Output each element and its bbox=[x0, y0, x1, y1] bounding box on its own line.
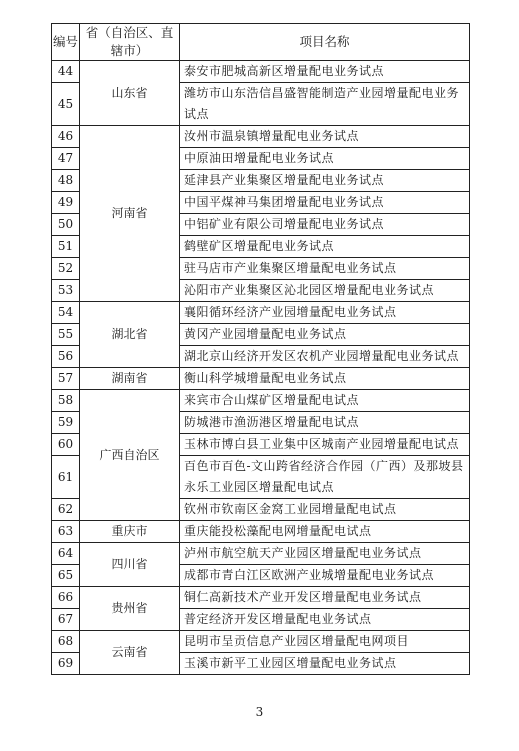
project-name-cell: 玉溪市新平工业园区增量配电业务试点 bbox=[180, 653, 470, 675]
row-number: 53 bbox=[52, 280, 80, 302]
project-name-cell: 汝州市温泉镇增量配电业务试点 bbox=[180, 126, 470, 148]
row-number: 46 bbox=[52, 126, 80, 148]
province-cell: 河南省 bbox=[80, 126, 180, 302]
row-number: 51 bbox=[52, 236, 80, 258]
project-name-cell: 成都市青白江区欧洲产业城增量配电业务试点 bbox=[180, 565, 470, 587]
province-cell: 山东省 bbox=[80, 61, 180, 126]
row-number: 45 bbox=[52, 83, 80, 126]
project-name-cell: 潍坊市山东浩信昌盛智能制造产业园增量配电业务试点 bbox=[180, 83, 470, 126]
pilot-projects-table bbox=[51, 23, 470, 675]
project-name-cell: 昆明市呈贡信息产业园区增量配电网项目 bbox=[180, 631, 470, 653]
project-name-cell: 中国平煤神马集团增量配电业务试点 bbox=[180, 192, 470, 214]
header-province: 省（自治区、直辖市） bbox=[80, 24, 180, 61]
project-name-cell: 防城港市渔沥港区增量配电试点 bbox=[180, 412, 470, 434]
project-name-cell: 百色市百色-文山跨省经济合作园（广西）及那坡县永乐工业园区增量配电试点 bbox=[180, 456, 470, 499]
project-name-cell: 鹤壁矿区增量配电业务试点 bbox=[180, 236, 470, 258]
project-name-cell: 中铝矿业有限公司增量配电业务试点 bbox=[180, 214, 470, 236]
project-name-cell: 沁阳市产业集聚区沁北园区增量配电业务试点 bbox=[180, 280, 470, 302]
row-number: 62 bbox=[52, 499, 80, 521]
table-row bbox=[52, 521, 470, 543]
project-name-cell: 泸州市航空航天产业园区增量配电业务试点 bbox=[180, 543, 470, 565]
project-name-cell: 衡山科学城增量配电业务试点 bbox=[180, 368, 470, 390]
row-number: 64 bbox=[52, 543, 80, 565]
row-number: 65 bbox=[52, 565, 80, 587]
province-cell: 广西自治区 bbox=[80, 390, 180, 521]
row-number: 57 bbox=[52, 368, 80, 390]
row-number: 48 bbox=[52, 170, 80, 192]
row-number: 59 bbox=[52, 412, 80, 434]
row-number: 44 bbox=[52, 61, 80, 83]
province-cell: 四川省 bbox=[80, 543, 180, 587]
project-name-cell: 中原油田增量配电业务试点 bbox=[180, 148, 470, 170]
table-row bbox=[52, 543, 470, 565]
project-name-cell: 重庆能投松藻配电网增量配电试点 bbox=[180, 521, 470, 543]
province-cell: 贵州省 bbox=[80, 587, 180, 631]
row-number: 60 bbox=[52, 434, 80, 456]
row-number: 55 bbox=[52, 324, 80, 346]
row-number: 54 bbox=[52, 302, 80, 324]
project-name-cell: 钦州市钦南区金窝工业园增量配电试点 bbox=[180, 499, 470, 521]
page-number: 3 bbox=[255, 705, 264, 719]
table-row bbox=[52, 390, 470, 412]
province-cell: 云南省 bbox=[80, 631, 180, 675]
table-row bbox=[52, 61, 470, 83]
project-name-cell: 泰安市肥城高新区增量配电业务试点 bbox=[180, 61, 470, 83]
table-row bbox=[52, 631, 470, 653]
table-row bbox=[52, 368, 470, 390]
row-number: 52 bbox=[52, 258, 80, 280]
row-number: 68 bbox=[52, 631, 80, 653]
project-name-cell: 襄阳循环经济产业园增量配电业务试点 bbox=[180, 302, 470, 324]
row-number: 67 bbox=[52, 609, 80, 631]
table-body bbox=[52, 61, 470, 675]
project-name-cell: 驻马店市产业集聚区增量配电业务试点 bbox=[180, 258, 470, 280]
row-number: 58 bbox=[52, 390, 80, 412]
project-name-cell: 来宾市合山煤矿区增量配电试点 bbox=[180, 390, 470, 412]
row-number: 56 bbox=[52, 346, 80, 368]
project-name-cell: 延津县产业集聚区增量配电业务试点 bbox=[180, 170, 470, 192]
table-row bbox=[52, 126, 470, 148]
row-number: 66 bbox=[52, 587, 80, 609]
row-number: 69 bbox=[52, 653, 80, 675]
table-row bbox=[52, 587, 470, 609]
province-cell: 湖南省 bbox=[80, 368, 180, 390]
province-cell: 湖北省 bbox=[80, 302, 180, 368]
row-number: 47 bbox=[52, 148, 80, 170]
project-name-cell: 铜仁高新技术产业开发区增量配电业务试点 bbox=[180, 587, 470, 609]
table-row bbox=[52, 302, 470, 324]
project-name-cell: 玉林市博白县工业集中区城南产业园增量配电试点 bbox=[180, 434, 470, 456]
project-name-cell: 普定经济开发区增量配电业务试点 bbox=[180, 609, 470, 631]
province-cell: 重庆市 bbox=[80, 521, 180, 543]
project-name-cell: 黄冈产业园增量配电业务试点 bbox=[180, 324, 470, 346]
row-number: 49 bbox=[52, 192, 80, 214]
project-name-cell: 湖北京山经济开发区农机产业园增量配电业务试点 bbox=[180, 346, 470, 368]
table-header-row bbox=[52, 24, 470, 61]
row-number: 63 bbox=[52, 521, 80, 543]
header-project-name: 项目名称 bbox=[180, 24, 470, 61]
row-number: 50 bbox=[52, 214, 80, 236]
header-number: 编号 bbox=[52, 24, 80, 61]
row-number: 61 bbox=[52, 456, 80, 499]
